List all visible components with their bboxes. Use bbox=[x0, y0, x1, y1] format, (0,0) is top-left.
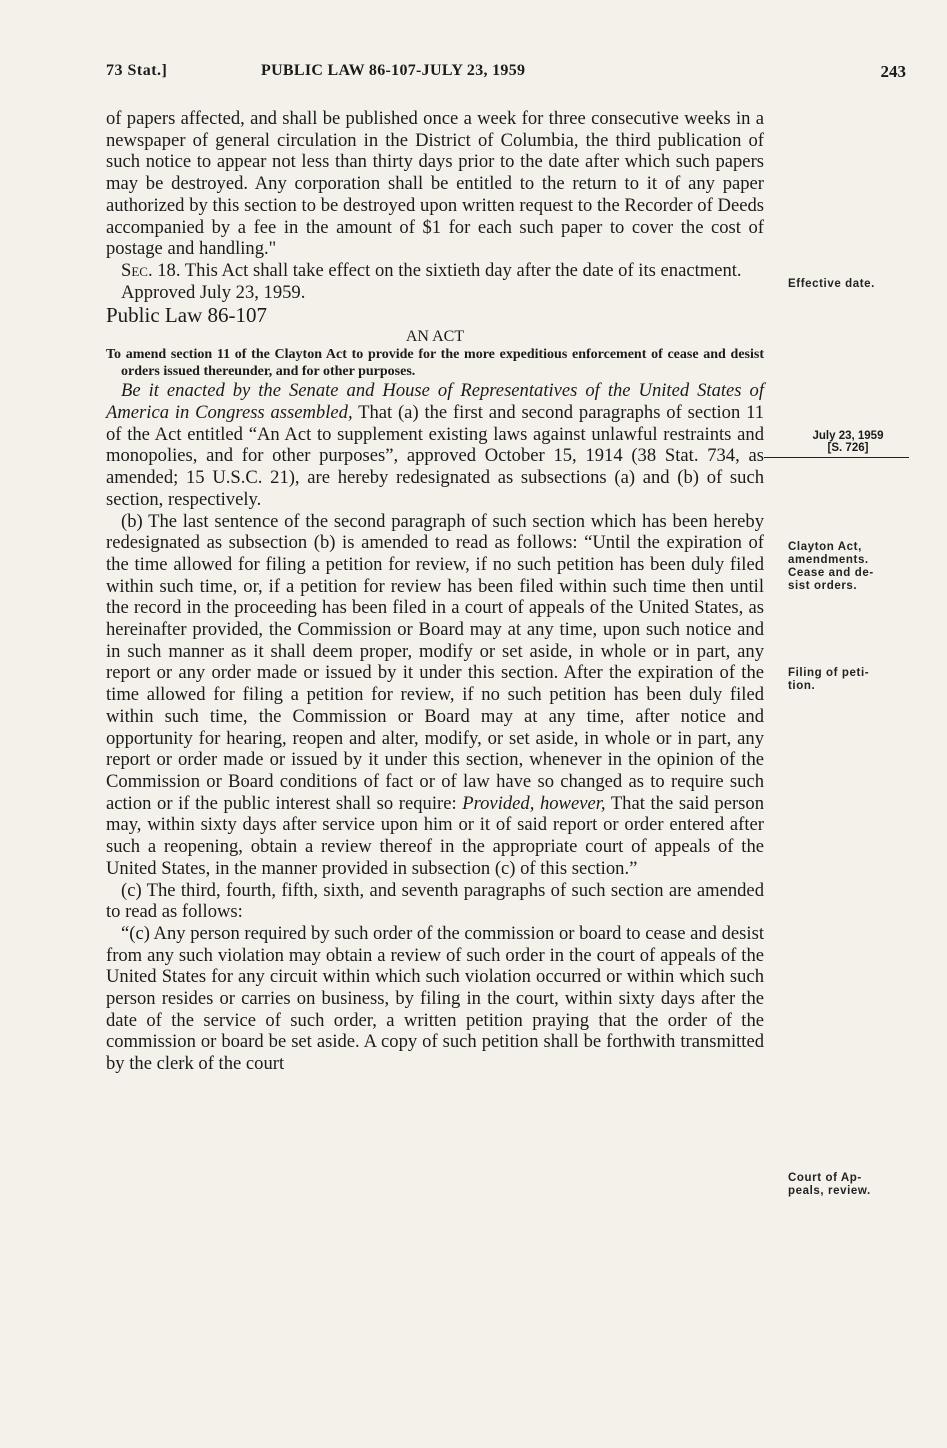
subsection-b bbox=[106, 511, 764, 880]
clayton-line-4: sist orders. bbox=[788, 580, 858, 592]
page-number: 243 bbox=[880, 62, 906, 81]
margin-note-clayton bbox=[788, 541, 918, 593]
enacting-rest: That (a) the first and second paragraphs of section 11 of the Act entitled “An Act to supplement existing laws against unlawful restraints and monopolies, and for other purposes”, approved October 15, 1914 (38 Stat. 734, as amended; 15 U.S.C. 21), are hereby redesignated as subsections (a) and (b) of such section, respectively. bbox=[106, 402, 764, 510]
court-line-2: peals, review. bbox=[788, 1185, 871, 1197]
act-purpose: To amend section 11 of the Clayton Act to provide for the more expeditious enforcement of cease and desist orders issued thereunder, and for other purposes. bbox=[106, 347, 764, 379]
section-18-label: Sec. 18. bbox=[121, 259, 181, 281]
subsection-b-part1: (b) The last sentence of the second paragraph of such section which has been hereby redesignated as subsection (b) is amended to read as follows: “Until the expiration of the time allowed for filing a petition for review, if no such petition has been duly filed within such time, or, if a petition for review has been filed within such time then until the record in the proceeding has been filed in a court of appeals of the United States, as hereinafter provided, the Commission or Board may at any time, upon such notice and in such manner as it shall deem proper, modify or set aside, in whole or in part, any report or any order made or issued by it under this section. After the expiration of the time allowed for filing a petition for review, if no such petition has been duly filed within such time, the Commission or Board may at any time, after notice and opportunity for hearing, reopen and alter, modify, or set aside, in whole or in part, any report or order made or issued by it under this section, whenever in the opinion of the Commission or Board conditions of fact or of law have so changed as to require such action or if the public interest shall so require: bbox=[106, 510, 764, 814]
filing-line-2: tion. bbox=[788, 680, 816, 692]
statute-reference: 73 Stat.] bbox=[106, 62, 168, 79]
subsection-c-intro: (c) The third, fourth, fifth, sixth, and seventh paragraphs of such section are amended to read as follows: bbox=[106, 879, 764, 923]
running-header bbox=[106, 62, 906, 86]
continuation-paragraph: of papers affected, and shall be published once a week for three consecutive weeks in a newspaper of general circulation in the District of Columbia, the third publication of such notice to appear not less than thirty days prior to the date after which such papers may be destroyed. Any corporation shall be entitled to the return to it of any paper authorized by this section to be destroyed upon written request to the Recorder of Deeds accompanied by a fee in the amount of $1 for each such paper to cover the cost of postage and handling." bbox=[106, 108, 764, 260]
enacting-clause bbox=[106, 380, 764, 510]
margin-note-effective-date: Effective date. bbox=[788, 278, 875, 290]
clayton-line-2: amendments. bbox=[788, 554, 869, 566]
enactment-date: July 23, 1959 bbox=[812, 430, 884, 442]
court-line-1: Court of Ap- bbox=[788, 1172, 862, 1184]
section-18 bbox=[106, 260, 764, 282]
margin-note-court-appeals bbox=[788, 1172, 918, 1198]
proviso: Provided, however, bbox=[462, 792, 606, 814]
date-rule bbox=[764, 457, 909, 458]
enacting-italic: Be it enacted by the Senate and House of Representatives of the United States of America in Congress assembled, bbox=[106, 380, 764, 424]
filing-line-1: Filing of peti- bbox=[788, 667, 870, 679]
senate-bill-number: [S. 726] bbox=[827, 442, 869, 454]
clayton-line-3: Cease and de- bbox=[788, 567, 874, 579]
public-law-heading: Public Law 86-107 bbox=[106, 303, 267, 328]
subsection-c-quote: “(c) Any person required by such order of the commission or board to cease and desist from any such violation may obtain a review of such order in the court of appeals of the United States for any circuit within which such violation occurred or within which such person resides or carries on business, by filing in the court, within sixty days after the date of the service of such order, a written petition praying that the order of the commission or board be set aside. A copy of such petition shall be forthwith transmitted by the clerk of the court bbox=[106, 922, 764, 1075]
act-title: AN ACT bbox=[405, 328, 465, 346]
section-18-text: This Act shall take effect on the sixtieth day after the date of its enactment. bbox=[180, 259, 742, 281]
clayton-line-1: Clayton Act, bbox=[788, 541, 862, 553]
margin-note-date bbox=[788, 430, 908, 454]
margin-note-filing bbox=[788, 667, 918, 693]
subsection-b-part2: That the said person may, within sixty days after service upon him or it of said report or order entered after such a reopening, obtain a review thereof in the appropriate court of appeals of the United States, in the manner provided in subsection (c) of this section.” bbox=[106, 792, 764, 879]
approval-line: Approved July 23, 1959. bbox=[121, 281, 306, 303]
body-text bbox=[106, 108, 764, 1075]
header-title: PUBLIC LAW 86-107-JULY 23, 1959 bbox=[261, 62, 526, 79]
